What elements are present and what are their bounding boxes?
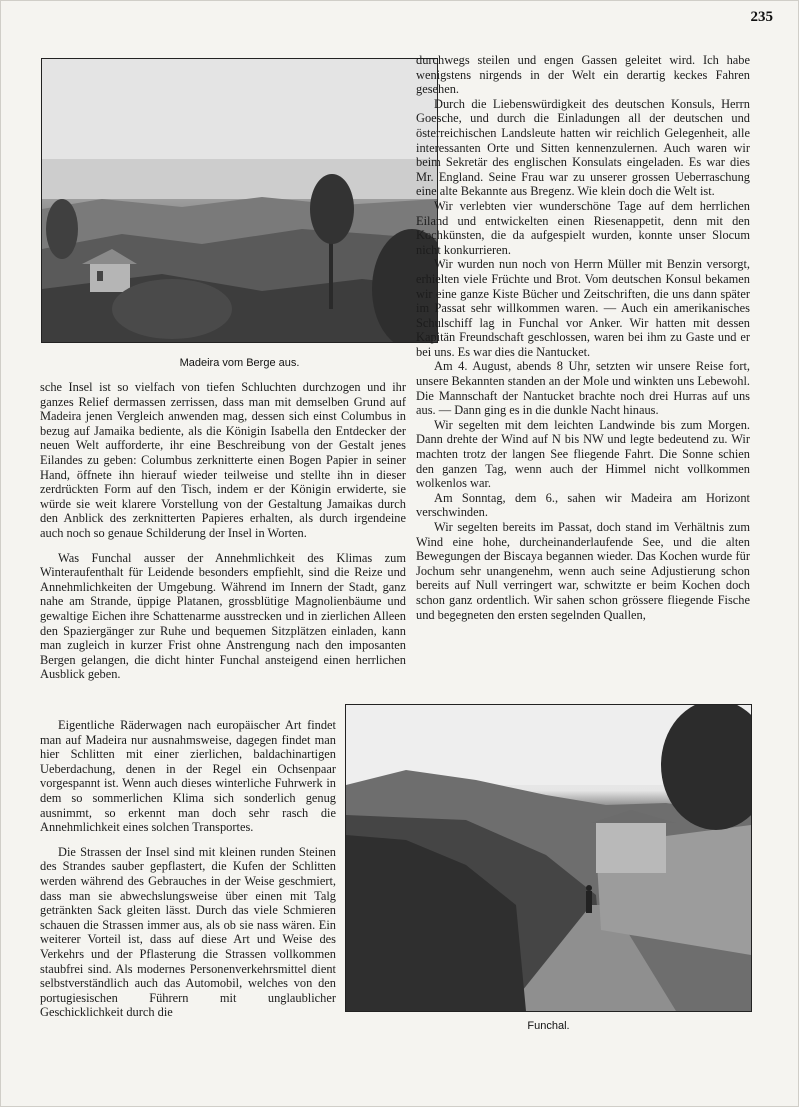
paragraph: sche Insel ist so vielfach von tiefen Schluchten durchzogen und ihr ganzes Relief dermassen zerrissen, dass man mit demselben Grund auf Madeira jenen Vergleich anwenden mag, dessen sich einst Columbus in bezug auf Jamaika bediente, als die Königin Isabella den Entdecker der neuen Welt aufforderte, ihr eine Beschreibung von der Gestalt jenes Eilandes zu geben: Columbus zerknitterte einen Bogen Papier in seiner Hand, öffnete ihn hierauf wieder teilweise und stellte ihn in dieser zerdrückten Form auf den Tisch, indem er der Königin erwiderte, sie würde sie weit klarere Vorstellung von der Gestaltung Jamaikas durch den Anblick des zerknitterten Papieres erhalten, als durch irgendeine auch noch so genaue Schilderung der Insel in Worten. [40,380,406,540]
figure-funchal [345,704,752,1034]
photo-illustration [346,705,751,1011]
paragraph: Was Funchal ausser der Annehmlichkeit des Klimas zum Winteraufenthalt für Leidende besonders empfiehlt, sind die Reize und Annehmlichkeiten der Umgebung. Während im Innern der Stadt, ganz nahe am Strande, üppige Platanen, grossblütige Magnolienbäume und gewaltige Eichen ihre Schattenarme ausstrecken und in zierlichen Alleen den Spaziergänger zur Ruhe und bequemen Sitzplätzen einladen, kann man zugleich in kurzer Frist ohne Anstrengung nach den imposanten Bergen gelangen, die dicht hinter Funchal ansteigend einen herrlichen Ausblick geben. [40,550,406,682]
figure-madeira-view [41,58,438,369]
text-column-left-lower [40,718,336,1020]
paragraph: Wir wurden nun noch von Herrn Müller mit Benzin versorgt, erhielten viele Früchte und Brot. Vom deutschen Konsul bekamen wir eine ganze Kiste Bücher und Zeitschriften, die uns dann später im Passat sehr willkommen waren. — Auch ein amerikanisches Schulschiff lag in Funchal vor Anker. Wir hatten mit dessen Kapitän Freundschaft geschlossen, waren bei ihm zu Gaste und er bei uns. Es war dies die Nantucket. [416,257,750,359]
paragraph: Die Strassen der Insel sind mit kleinen runden Steinen des Strandes sauber gepflastert, die Kufen der Schlitten werden während des Gebrauches in der Weise geschmiert, dass man sie abwechslungsweise über einen mit Talg getränkten Sack gleiten lässt. Durch das viele Schmieren schauen die Strassen immer aus, als ob sie nass wären. Ein weiterer Vorteil ist, dass auf diese Art und Weise des Verkehrs und der Pflasterung die Strassen vollkommen staubfrei sind. Als modernes Personenverkehrsmittel dient selbstverständlich auch das Automobil, welches von den portugiesischen Führern mit unglaublicher Geschicklichkeit durch die [40,844,336,1020]
paragraph: Wir segelten bereits im Passat, doch stand im Verhältnis zum Wind eine hohe, durcheinanderlaufende See, und die alten Bewegungen der Biscaya begannen wieder. Das Kochen wurde für Jochum sehr unangenehm, wenn auch seine Adjustierung schon bereits auf Null verringert war, schwitzte er beim Kochen doch schon ganz ordentlich. Wir sahen schon grössere fliegende Fische und begegneten den ersten segelnden Quallen, [416,520,750,622]
photo-illustration [42,59,437,342]
photo-funchal-street [345,704,752,1012]
paragraph: Eigentliche Räderwagen nach europäischer Art findet man auf Madeira nur ausnahmsweise, dagegen findet man hier Schlitten mit einer zierlichen, baldachinartigen Ueberdachung, denen in der Regel ein Ochsenpaar vorgespannt ist. Wenn auch dieses winterliche Fuhrwerk in dem so sommerlichen Klima sich sonderlich genug ausnimmt, so erkennt man doch sehr rasch die Annehmlichkeit eines solchen Transportes. [40,718,336,835]
figure-caption: Madeira vom Berge aus. [179,357,300,369]
text-column-right [416,53,750,622]
page-number: 235 [750,9,773,25]
text-column-left-upper [40,380,406,682]
paragraph: Am 4. August, abends 8 Uhr, setzten wir unsere Reise fort, unsere Bekannten standen an der Mole und winkten uns Lebewohl. Die Mannschaft der Nantucket brachte noch drei Hurras auf uns aus. — Dann ging es in die dunkle Nacht hinaus. [416,359,750,418]
paragraph: Wir verlebten vier wunderschöne Tage auf dem herrlichen Eiland und entwickelten einen Riesenappetit, denn mit den Kochkünsten, die da aufgespielt wurden, konnte unser Slocum nicht konkurrieren. [416,198,750,257]
paragraph: durchwegs steilen und engen Gassen geleitet wird. Ich habe wenigstens nirgends in der Welt ein derartig keckes Fahren gesehen. [416,53,750,97]
paragraph: Durch die Liebenswürdigkeit des deutschen Konsuls, Herrn Goesche, und durch die Einladungen all der deutschen und österreichischen Landsleute hatten wir reichlich Gelegenheit, alle interessanten Orte und Sitten kennenzulernen. Auch waren wir beim Sekretär des englischen Konsulats eingeladen. Es war dies Mr. England. Seine Frau war zu unserer grossen Ueberraschung eine alte Bekannte aus Bregenz. Wie klein doch die Welt ist. [416,96,750,199]
paragraph: Am Sonntag, dem 6., sahen wir Madeira am Horizont verschwinden. [416,490,750,520]
photo-madeira-from-mountain [41,58,438,343]
paragraph: Wir segelten mit dem leichten Landwinde bis zum Morgen. Dann drehte der Wind auf N bis NW und legte bedeutend zu. Wir machten trotz der langen See fliegende Fahrt. Die Sonne schien den ganzen Tag, wenn auch der Himmel nicht vollkommen wolkenlos war. [416,417,750,491]
figure-caption: Funchal. [527,1020,570,1032]
